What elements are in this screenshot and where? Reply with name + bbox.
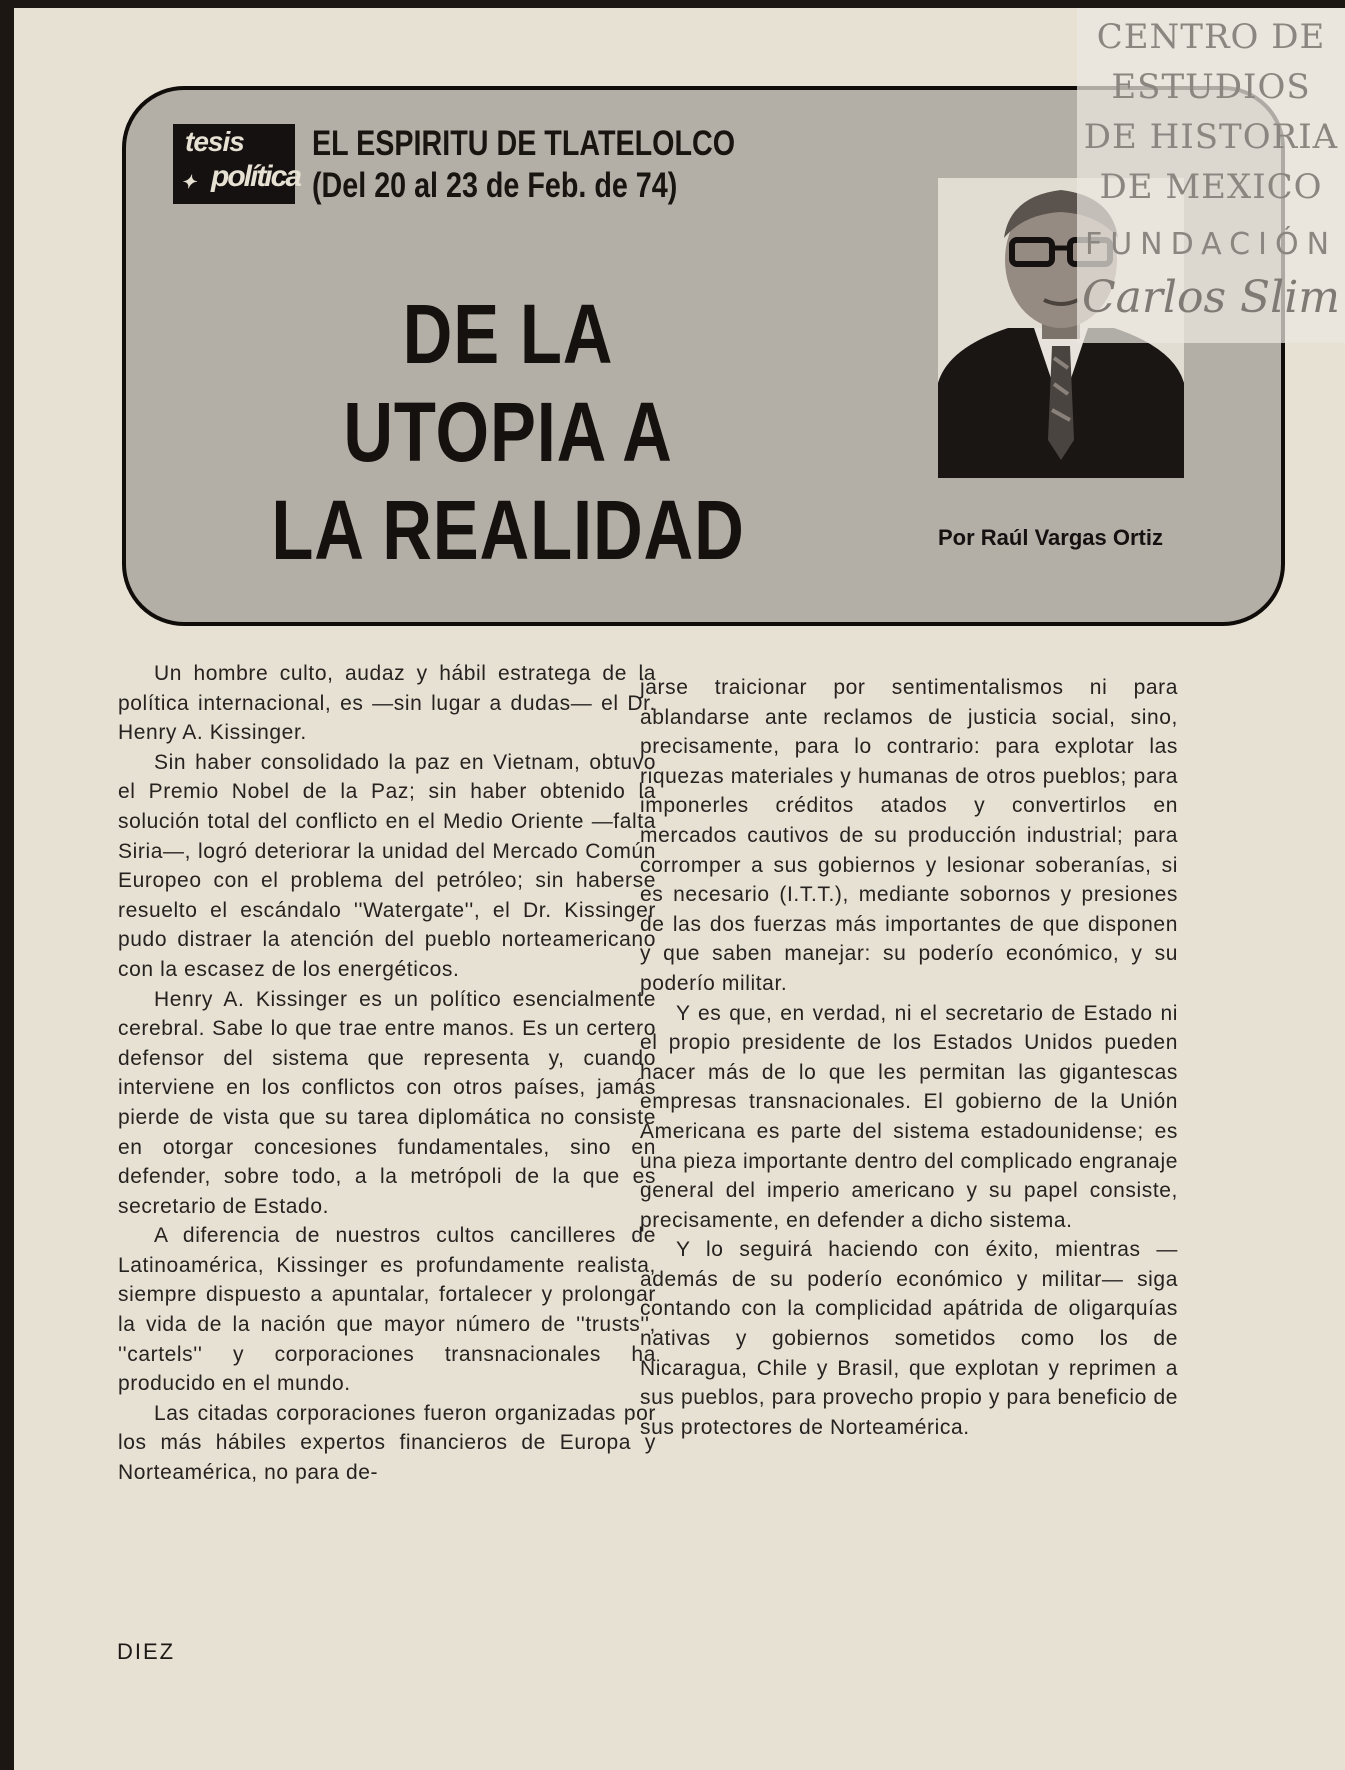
article-paragraph: Un hombre culto, audaz y hábil estratega de la política internacional, es —sin lugar a dudas— el Dr. Henry A. Kissinger. xyxy=(118,662,656,745)
watermark-line: ESTUDIOS xyxy=(1111,67,1311,107)
article-paragraph: Y es que, en verdad, ni el secretario de Estado ni el propio presidente de los Estados Unidos pueden hacer más de lo que les permitan las gigantescas empresas transnacionales. El gobierno de la Unión Americana es parte del sistema estadounidense; es una pieza importante dentro del complicado engranaje general del imperio americano y su papel consiste, precisamente, en defender a dicho sistema. xyxy=(640,1001,1178,1232)
watermark-line: CENTRO DE xyxy=(1096,17,1326,57)
logo-bottom-text: política xyxy=(211,160,301,193)
watermark-foundation: FUNDACIÓN xyxy=(1084,227,1338,262)
article-paragraph: Y lo seguirá haciendo con éxito, mientras —además de su poderío económico y militar— siga contando con la complicidad apátrida de oligarquías nativas y gobiernos sometidos como los de Nicaragua, Chile y Brasil, que explotan y reprimen a sus pueblos, para provecho propio y para beneficio de sus protectores de Norteamérica. xyxy=(640,1238,1178,1439)
watermark-line: DE MEXICO xyxy=(1099,167,1323,207)
article-paragraph: Sin haber consolidado la paz en Vietnam, obtuvo el Premio Nobel de la Paz; sin haber obtenido la solución total del conflicto en el Medio Oriente —falta Siria—, logró deteriorar la unidad del Mercado Común Europeo con el problema del petróleo; sin haberse resuelto el escándalo ''Watergate'', el Dr. Kissinger pudo distraer la atención del pueblo norteamericano con la escasez de los energéticos. xyxy=(118,750,656,981)
bird-icon: ✦ xyxy=(181,172,197,192)
article-paragraph: Henry A. Kissinger es un político esencialmente cerebral. Sabe lo que trae entre manos. Es un certero defensor del sistema que representa y, cuando interviene en los conflictos con otros países, jamás pierde de vista que su tarea diplomática no consiste en otorgar concesiones fundamentales, sino en defender, sobre todo, a la metrópoli de la que es secretario de Estado. xyxy=(118,987,656,1218)
logo-top-text: tesis xyxy=(185,126,244,157)
headline-line-1: DE LA UTOPIA A xyxy=(343,287,673,479)
article-column-right xyxy=(640,673,1178,1442)
watermark-signature: Carlos Slim xyxy=(1081,272,1341,323)
supertitle-line-2: (Del 20 al 23 de Feb. de 74) xyxy=(312,166,678,205)
headline-line-2: LA REALIDAD xyxy=(271,483,745,577)
article-paragraph: Las citadas corporaciones fueron organizadas por los más hábiles expertos financieros de Europa y Norteamérica, no para de- xyxy=(118,1401,656,1485)
article-paragraph: A diferencia de nuestros cultos cancilleres de Latinoamérica, Kissinger es profundamente realista, siempre dispuesto a apuntalar, fortalecer y prolongar la vida de la nación que mayor número de ''trusts'', ''cartels'' y corporaciones transnacionales ha producido en el mundo. xyxy=(118,1224,656,1396)
archive-watermark xyxy=(1077,8,1345,343)
tesis-politica-logo xyxy=(173,124,301,204)
page-number: DIEZ xyxy=(117,1639,176,1664)
byline: Por Raúl Vargas Ortiz xyxy=(938,525,1163,550)
article-paragraph: jarse traicionar por sentimentalismos ni para ablandarse ante reclamos de justicia social, sino, precisamente, para lo contrario: para explotar las riquezas materiales y humanas de otros pueblos; para imponerles créditos atados y convertirlos en mercados cautivos de su producción industrial; para corromper a sus gobiernos y lesionar soberanías, si es necesario (I.T.T.), mediante sobornos y presiones de las dos fuerzas más importantes de que disponen y que saben manejar: su poderío económico, y su poderío militar. xyxy=(640,676,1178,995)
supertitle xyxy=(312,123,735,207)
magazine-page xyxy=(14,8,1345,1770)
headline xyxy=(262,285,754,579)
watermark-line: DE HISTORIA xyxy=(1083,117,1339,157)
article-column-left xyxy=(118,659,656,1488)
supertitle-line-1: EL ESPIRITU DE TLATELOLCO xyxy=(312,124,736,163)
